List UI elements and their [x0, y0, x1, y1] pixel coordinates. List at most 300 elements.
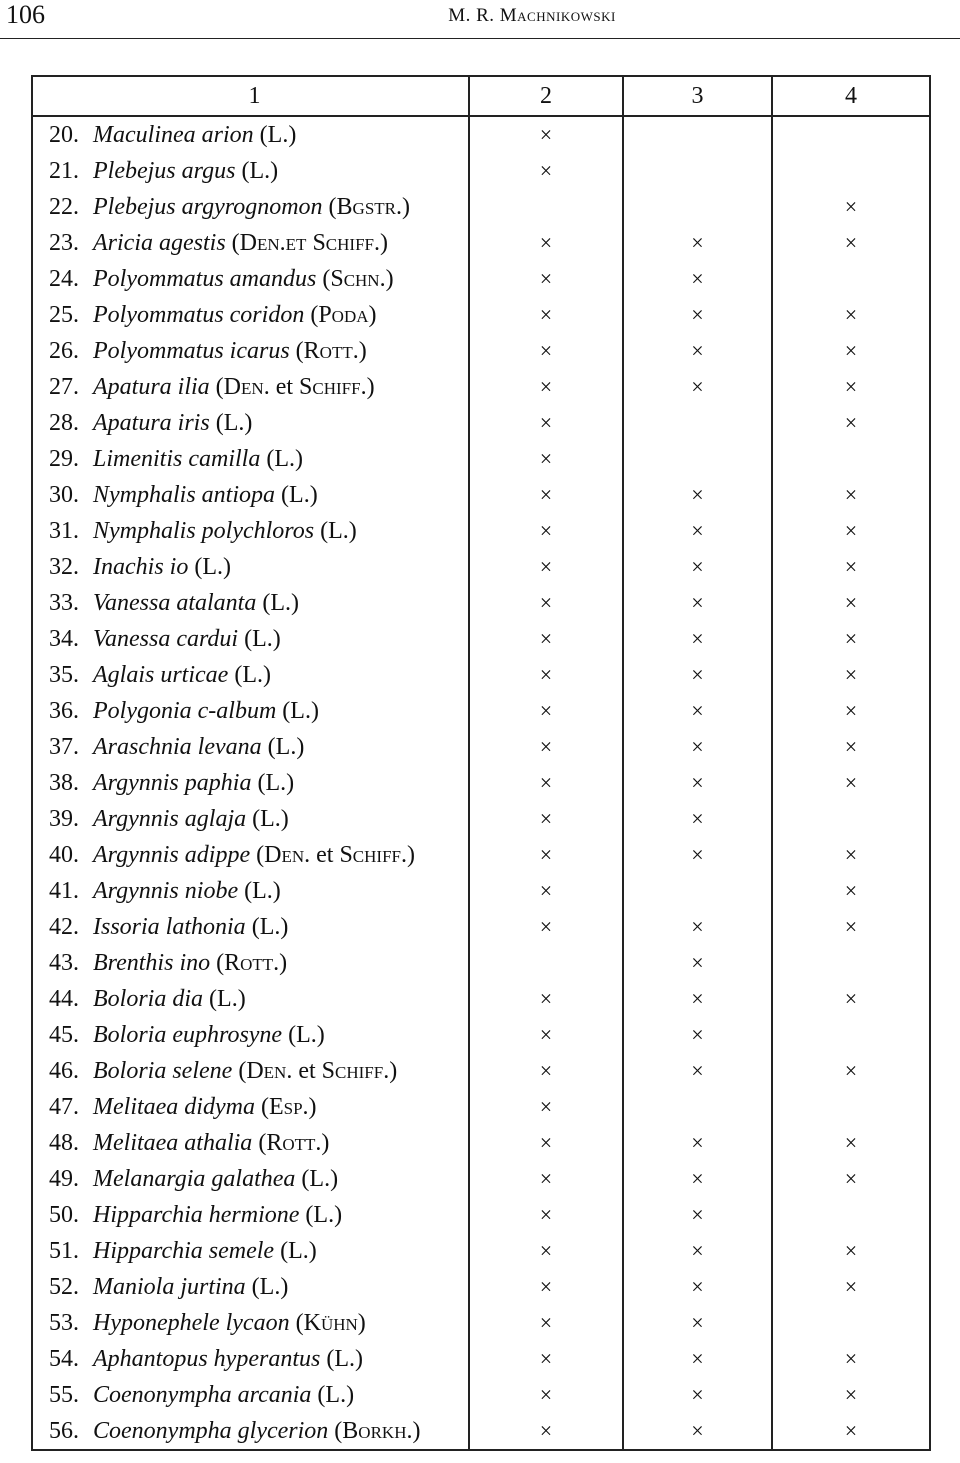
presence-mark-icon: × [691, 266, 704, 291]
species-name: Hipparchia semele [93, 1237, 275, 1264]
presence-cell-col3 [623, 333, 772, 369]
presence-cell-col3 [623, 549, 772, 585]
table-row [32, 405, 930, 441]
species-number: 26. [49, 337, 79, 364]
table-row [32, 333, 930, 369]
species-number: 42. [49, 913, 79, 940]
species-cell [32, 1161, 469, 1197]
presence-cell-col3 [623, 1161, 772, 1197]
column-header-3: 3 [623, 76, 772, 116]
presence-mark-icon: × [844, 1382, 858, 1407]
presence-mark-icon: × [844, 590, 858, 615]
presence-cell-col3 [623, 153, 772, 189]
species-name: Polyommatus coridon [93, 301, 305, 328]
presence-mark-icon: × [691, 626, 704, 651]
presence-mark-icon: × [844, 734, 858, 759]
species-number: 39. [49, 805, 79, 832]
species-name: Hyponephele lycaon [93, 1309, 290, 1336]
presence-cell-col4 [772, 1305, 930, 1341]
species-author: (L.) [251, 1273, 289, 1300]
species-author: (Den. et Schiff.) [238, 1057, 398, 1084]
table-row [32, 1269, 930, 1305]
species-number: 56. [49, 1417, 79, 1444]
table-header-row [32, 76, 930, 116]
species-number: 55. [49, 1381, 79, 1408]
presence-mark-icon: × [691, 302, 704, 327]
presence-cell-col3 [623, 873, 772, 909]
species-author: (L.) [288, 1021, 325, 1048]
presence-cell-col3 [623, 765, 772, 801]
presence-cell-col4 [772, 873, 930, 909]
species-cell [32, 189, 469, 225]
presence-mark-icon: × [691, 1166, 704, 1191]
presence-cell-col3 [623, 369, 772, 405]
table-row [32, 1017, 930, 1053]
species-cell [32, 405, 469, 441]
column-header-4: 4 [772, 76, 930, 116]
species-cell [32, 1017, 469, 1053]
species-number: 41. [49, 877, 79, 904]
presence-mark-icon: × [844, 482, 858, 507]
presence-cell-col3 [623, 1017, 772, 1053]
table-row [32, 1125, 930, 1161]
presence-cell-col4 [772, 1341, 930, 1377]
presence-mark-icon: × [691, 1238, 704, 1263]
presence-cell-col3 [623, 1233, 772, 1269]
presence-cell-col3 [623, 693, 772, 729]
species-cell [32, 261, 469, 297]
presence-cell-col2 [469, 765, 623, 801]
presence-cell-col4 [772, 513, 930, 549]
presence-mark-icon: × [691, 734, 704, 759]
presence-mark-icon: × [691, 1310, 704, 1335]
species-author: (Den. et Schiff.) [256, 841, 415, 868]
presence-mark-icon: × [539, 410, 553, 435]
presence-cell-col3 [623, 837, 772, 873]
presence-mark-icon: × [539, 122, 553, 147]
presence-cell-col3 [623, 116, 772, 153]
presence-cell-col4 [772, 981, 930, 1017]
presence-cell-col2 [469, 873, 623, 909]
species-cell [32, 693, 469, 729]
presence-mark-icon: × [539, 230, 553, 255]
presence-cell-col2 [469, 405, 623, 441]
species-author: (L.) [215, 409, 253, 436]
presence-cell-col2 [469, 189, 623, 225]
presence-mark-icon: × [539, 1130, 553, 1155]
presence-cell-col2 [469, 1233, 623, 1269]
species-cell [32, 1053, 469, 1089]
species-name: Nymphalis polychloros [93, 517, 315, 544]
presence-cell-col2 [469, 1341, 623, 1377]
table-row [32, 693, 930, 729]
species-number: 54. [49, 1345, 79, 1372]
species-number: 48. [49, 1129, 79, 1156]
species-cell [32, 441, 469, 477]
presence-mark-icon: × [844, 518, 858, 543]
table-row [32, 441, 930, 477]
presence-mark-icon: × [691, 950, 704, 975]
species-name: Melitaea athalia [93, 1129, 253, 1156]
species-cell [32, 945, 469, 981]
presence-cell-col2 [469, 1305, 623, 1341]
table-row [32, 909, 930, 945]
presence-cell-col2 [469, 1053, 623, 1089]
presence-cell-col3 [623, 297, 772, 333]
species-name: Polygonia c-album [93, 697, 277, 724]
presence-cell-col4 [772, 729, 930, 765]
species-number: 21. [49, 157, 79, 184]
presence-mark-icon: × [844, 302, 858, 327]
species-author: (Poda) [310, 301, 377, 328]
species-cell [32, 297, 469, 333]
header-rule [0, 38, 960, 39]
presence-cell-col4 [772, 693, 930, 729]
presence-mark-icon: × [844, 1418, 858, 1443]
species-author: (L.) [257, 769, 295, 796]
species-author: (L.) [326, 1345, 363, 1372]
species-number: 20. [49, 121, 79, 148]
presence-mark-icon: × [691, 1202, 704, 1227]
presence-cell-col4 [772, 333, 930, 369]
species-cell [32, 1197, 469, 1233]
presence-cell-col4 [772, 405, 930, 441]
presence-mark-icon: × [691, 914, 704, 939]
species-cell [32, 369, 469, 405]
species-cell [32, 549, 469, 585]
presence-cell-col4 [772, 1233, 930, 1269]
presence-cell-col2 [469, 621, 623, 657]
species-number: 28. [49, 409, 79, 436]
species-author: (Schn.) [322, 265, 394, 292]
presence-cell-col4 [772, 1053, 930, 1089]
presence-mark-icon: × [539, 662, 553, 687]
species-author: (L.) [317, 1381, 355, 1408]
table-row [32, 369, 930, 405]
table-row [32, 837, 930, 873]
presence-cell-col2 [469, 116, 623, 153]
species-number: 30. [49, 481, 79, 508]
species-author: (Kühn) [295, 1309, 366, 1336]
presence-cell-col3 [623, 441, 772, 477]
presence-mark-icon: × [539, 842, 553, 867]
table-row [32, 981, 930, 1017]
presence-mark-icon: × [844, 914, 858, 939]
presence-cell-col4 [772, 153, 930, 189]
species-name: Vanessa cardui [93, 625, 239, 652]
presence-cell-col2 [469, 1089, 623, 1125]
presence-cell-col4 [772, 189, 930, 225]
presence-mark-icon: × [539, 1418, 553, 1443]
presence-mark-icon: × [539, 1274, 553, 1299]
presence-cell-col3 [623, 909, 772, 945]
presence-cell-col2 [469, 837, 623, 873]
species-cell [32, 1305, 469, 1341]
species-number: 35. [49, 661, 79, 688]
presence-mark-icon: × [539, 518, 553, 543]
presence-mark-icon: × [844, 1346, 858, 1371]
presence-mark-icon: × [691, 662, 704, 687]
presence-cell-col3 [623, 405, 772, 441]
table-row [32, 873, 930, 909]
presence-mark-icon: × [691, 338, 704, 363]
species-number: 34. [49, 625, 79, 652]
presence-cell-col3 [623, 801, 772, 837]
species-cell [32, 729, 469, 765]
species-author: (Rott.) [258, 1129, 330, 1156]
species-author: (L.) [280, 1237, 317, 1264]
table-body [32, 116, 930, 1450]
species-name: Aphantopus hyperantus [93, 1345, 321, 1372]
presence-cell-col2 [469, 729, 623, 765]
species-number: 23. [49, 229, 79, 256]
presence-cell-col4 [772, 801, 930, 837]
column-header-2: 2 [469, 76, 623, 116]
species-author: (L.) [244, 625, 281, 652]
species-author: (L.) [209, 985, 246, 1012]
species-cell [32, 873, 469, 909]
presence-cell-col2 [469, 909, 623, 945]
presence-mark-icon: × [844, 338, 858, 363]
presence-cell-col2 [469, 297, 623, 333]
presence-mark-icon: × [691, 1058, 704, 1083]
table-row [32, 189, 930, 225]
presence-cell-col4 [772, 116, 930, 153]
presence-mark-icon: × [539, 1166, 553, 1191]
presence-mark-icon: × [539, 554, 553, 579]
table-row [32, 1377, 930, 1413]
presence-cell-col3 [623, 225, 772, 261]
species-author: (Bgstr.) [328, 193, 411, 220]
presence-mark-icon: × [844, 1166, 858, 1191]
table-row [32, 729, 930, 765]
species-cell [32, 1089, 469, 1125]
species-cell [32, 621, 469, 657]
species-number: 27. [49, 373, 79, 400]
table-row [32, 153, 930, 189]
species-cell [32, 513, 469, 549]
table-row [32, 657, 930, 693]
species-author: (L.) [234, 661, 271, 688]
species-number: 32. [49, 553, 79, 580]
species-number: 25. [49, 301, 79, 328]
species-name: Argynnis aglaja [93, 805, 247, 832]
species-number: 43. [49, 949, 79, 976]
presence-cell-col3 [623, 1053, 772, 1089]
presence-mark-icon: × [539, 1094, 553, 1119]
presence-mark-icon: × [539, 770, 553, 795]
species-name: Issoria lathonia [93, 913, 246, 940]
species-name: Argynnis adippe [93, 841, 251, 868]
presence-mark-icon: × [539, 1310, 553, 1335]
presence-cell-col3 [623, 189, 772, 225]
presence-mark-icon: × [844, 1274, 858, 1299]
presence-mark-icon: × [691, 1418, 704, 1443]
presence-mark-icon: × [691, 842, 704, 867]
table-row [32, 1305, 930, 1341]
presence-mark-icon: × [844, 770, 858, 795]
table-row [32, 1413, 930, 1450]
presence-mark-icon: × [691, 806, 704, 831]
table-row [32, 477, 930, 513]
presence-cell-col3 [623, 513, 772, 549]
presence-cell-col2 [469, 1197, 623, 1233]
presence-cell-col4 [772, 1089, 930, 1125]
presence-cell-col3 [623, 1305, 772, 1341]
presence-mark-icon: × [691, 554, 704, 579]
table-row [32, 225, 930, 261]
presence-cell-col4 [772, 261, 930, 297]
presence-cell-col4 [772, 621, 930, 657]
table-row [32, 549, 930, 585]
species-number: 29. [49, 445, 79, 472]
species-name: Argynnis paphia [93, 769, 252, 796]
presence-mark-icon: × [844, 662, 858, 687]
presence-mark-icon: × [691, 1022, 704, 1047]
presence-mark-icon: × [539, 806, 553, 831]
species-author: (Den. et Schiff.) [215, 373, 375, 400]
table-row [32, 801, 930, 837]
species-occurrence-table [31, 75, 931, 1451]
species-cell [32, 909, 469, 945]
species-name: Hipparchia hermione [93, 1201, 300, 1228]
species-number: 38. [49, 769, 79, 796]
presence-mark-icon: × [844, 1238, 858, 1263]
species-name: Araschnia levana [93, 733, 262, 760]
presence-cell-col2 [469, 657, 623, 693]
presence-mark-icon: × [691, 1274, 704, 1299]
species-number: 31. [49, 517, 79, 544]
presence-cell-col2 [469, 549, 623, 585]
species-name: Melitaea didyma [93, 1093, 255, 1120]
presence-mark-icon: × [539, 734, 553, 759]
species-cell [32, 333, 469, 369]
page-number: 106 [6, 0, 45, 29]
presence-mark-icon: × [539, 1382, 553, 1407]
presence-mark-icon: × [844, 374, 858, 399]
presence-mark-icon: × [539, 446, 553, 471]
species-author: (Rott.) [216, 949, 288, 976]
species-number: 40. [49, 841, 79, 868]
species-number: 47. [49, 1093, 79, 1120]
presence-cell-col4 [772, 909, 930, 945]
species-name: Limenitis camilla [93, 445, 261, 472]
species-number: 53. [49, 1309, 79, 1336]
presence-cell-col4 [772, 657, 930, 693]
presence-mark-icon: × [844, 1058, 858, 1083]
presence-cell-col2 [469, 153, 623, 189]
species-number: 46. [49, 1057, 79, 1084]
presence-mark-icon: × [539, 878, 553, 903]
species-cell [32, 1341, 469, 1377]
presence-cell-col4 [772, 297, 930, 333]
presence-mark-icon: × [691, 1130, 704, 1155]
presence-mark-icon: × [844, 230, 858, 255]
presence-cell-col2 [469, 585, 623, 621]
presence-cell-col2 [469, 261, 623, 297]
table-row [32, 1341, 930, 1377]
presence-mark-icon: × [539, 1202, 553, 1227]
presence-mark-icon: × [539, 374, 553, 399]
presence-mark-icon: × [539, 338, 553, 363]
presence-cell-col2 [469, 801, 623, 837]
presence-cell-col4 [772, 837, 930, 873]
presence-cell-col3 [623, 621, 772, 657]
presence-cell-col4 [772, 945, 930, 981]
table-row [32, 945, 930, 981]
presence-mark-icon: × [539, 914, 553, 939]
presence-cell-col3 [623, 1377, 772, 1413]
table-row [32, 765, 930, 801]
presence-cell-col4 [772, 585, 930, 621]
presence-cell-col2 [469, 369, 623, 405]
species-author: (L.) [281, 481, 318, 508]
presence-cell-col2 [469, 1413, 623, 1450]
species-author: (L.) [252, 805, 289, 832]
presence-cell-col2 [469, 1377, 623, 1413]
species-cell [32, 585, 469, 621]
presence-cell-col4 [772, 765, 930, 801]
species-name: Argynnis niobe [93, 877, 239, 904]
table-row [32, 621, 930, 657]
presence-cell-col3 [623, 1125, 772, 1161]
presence-mark-icon: × [844, 626, 858, 651]
page-header [0, 0, 960, 38]
presence-cell-col4 [772, 1269, 930, 1305]
species-name: Boloria selene [93, 1057, 233, 1084]
species-author: (Esp.) [260, 1093, 317, 1120]
presence-mark-icon: × [539, 302, 553, 327]
species-number: 52. [49, 1273, 79, 1300]
presence-cell-col2 [469, 225, 623, 261]
species-name: Plebejus argus [93, 157, 236, 184]
table-row [32, 1233, 930, 1269]
species-name: Melanargia galathea [93, 1165, 296, 1192]
presence-cell-col4 [772, 225, 930, 261]
species-cell [32, 1125, 469, 1161]
species-name: Maculinea arion [93, 121, 254, 148]
presence-cell-col2 [469, 1125, 623, 1161]
presence-mark-icon: × [844, 698, 858, 723]
presence-cell-col2 [469, 441, 623, 477]
species-author: (L.) [251, 913, 289, 940]
species-cell [32, 1233, 469, 1269]
presence-mark-icon: × [691, 770, 704, 795]
presence-cell-col4 [772, 1161, 930, 1197]
species-name: Maniola jurtina [93, 1273, 246, 1300]
species-number: 44. [49, 985, 79, 1012]
presence-cell-col3 [623, 585, 772, 621]
species-name: Inachis io [93, 553, 189, 580]
species-number: 36. [49, 697, 79, 724]
presence-cell-col3 [623, 261, 772, 297]
presence-cell-col3 [623, 1413, 772, 1450]
presence-mark-icon: × [844, 554, 858, 579]
species-name: Apatura iris [93, 409, 210, 436]
presence-mark-icon: × [691, 590, 704, 615]
presence-cell-col3 [623, 729, 772, 765]
species-cell [32, 477, 469, 513]
species-name: Brenthis ino [93, 949, 211, 976]
table-row [32, 261, 930, 297]
presence-mark-icon: × [539, 986, 553, 1011]
species-author: (Rott.) [295, 337, 367, 364]
presence-cell-col4 [772, 549, 930, 585]
species-author: (Borkh.) [334, 1417, 421, 1444]
table-row [32, 297, 930, 333]
presence-cell-col3 [623, 981, 772, 1017]
table-row [32, 1053, 930, 1089]
